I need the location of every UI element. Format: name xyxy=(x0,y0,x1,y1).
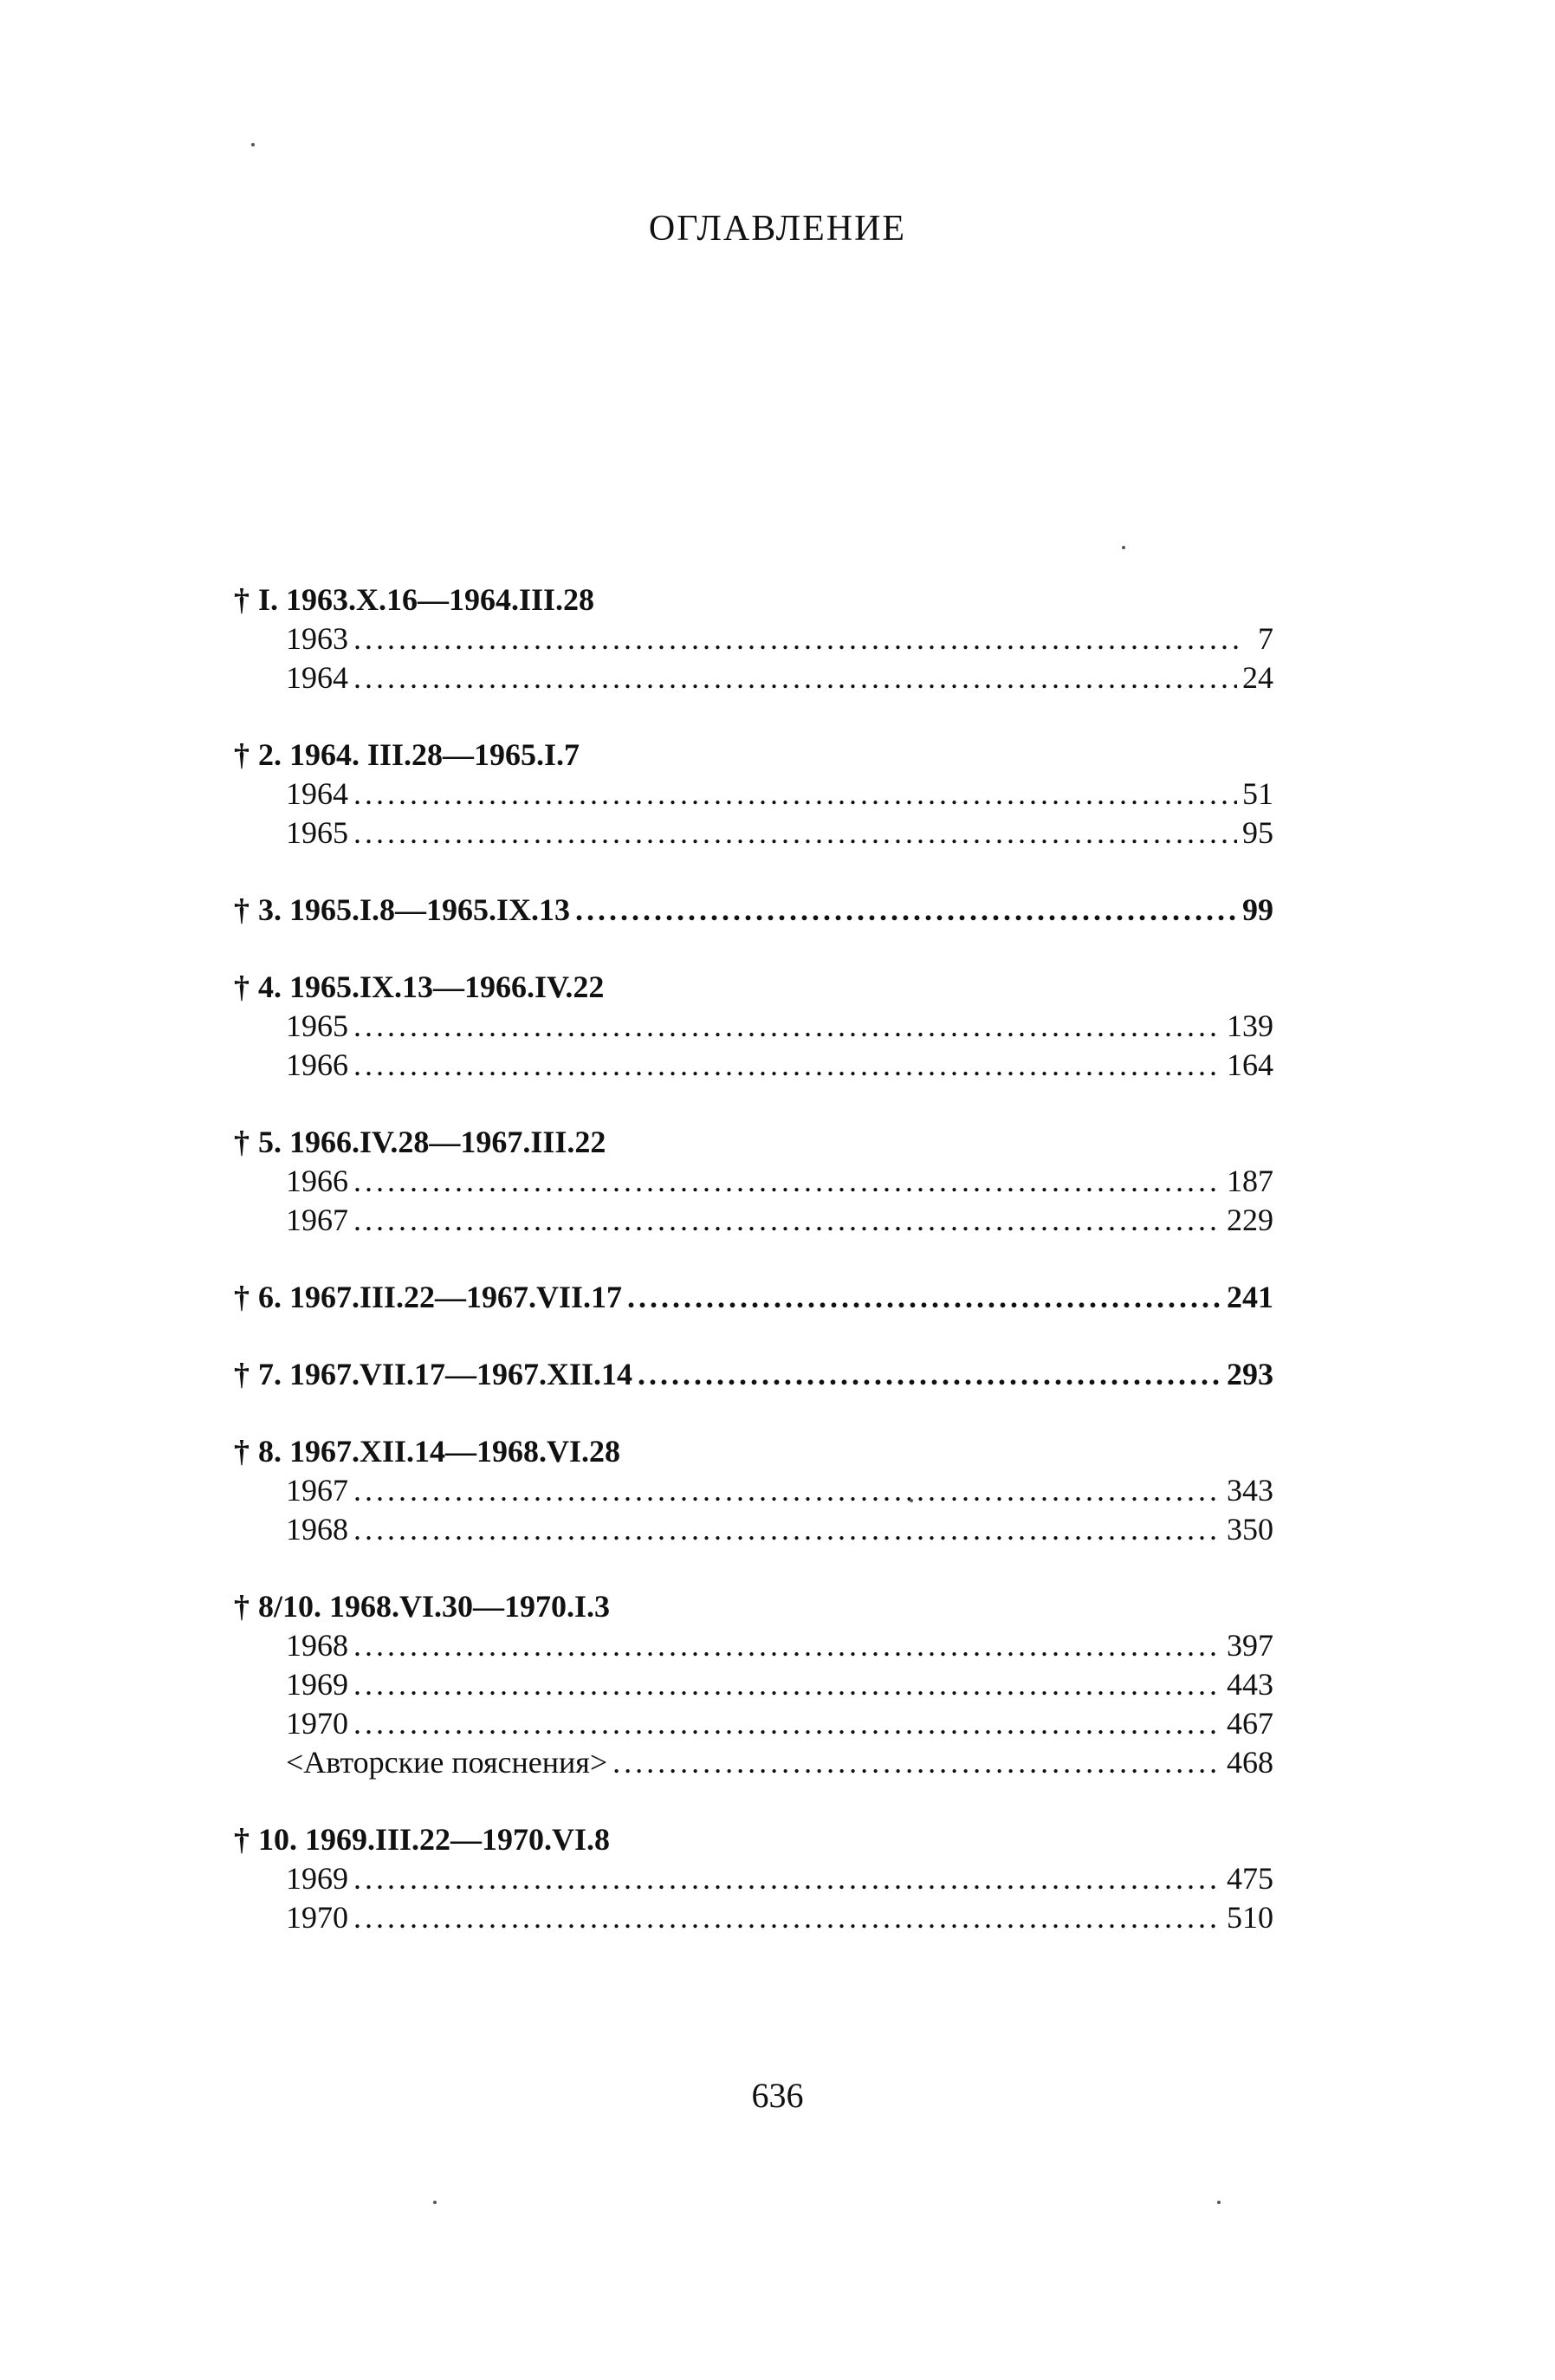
print-speck xyxy=(910,1499,913,1502)
toc-page-number: 475 xyxy=(1227,1861,1273,1896)
toc-heading-label: 5. 1966.IV.28—1967.III.22 xyxy=(258,1125,606,1159)
toc-section-heading xyxy=(234,1123,1273,1162)
toc-heading-label: 3. 1965.I.8—1965.IX.13 xyxy=(258,892,571,927)
toc-entry-label: <Авторские пояснения> xyxy=(286,1745,608,1780)
toc-entry-label: 1968 xyxy=(286,1628,348,1663)
dagger-icon: † xyxy=(234,1125,249,1159)
toc-page-number: 139 xyxy=(1227,1008,1273,1043)
toc-entry xyxy=(234,1704,1273,1743)
toc-entry xyxy=(234,1859,1273,1898)
table-of-contents xyxy=(234,580,1273,1975)
dot-leader xyxy=(353,1859,1221,1898)
toc-entry-label: 1964 xyxy=(286,660,348,695)
dagger-icon: † xyxy=(234,892,249,927)
toc-heading-label: 4. 1965.IX.13—1966.IV.22 xyxy=(258,970,605,1004)
dot-leader xyxy=(353,1626,1221,1665)
dagger-icon: † xyxy=(234,737,249,772)
print-speck xyxy=(1122,546,1125,549)
toc-section xyxy=(234,1123,1273,1240)
toc-heading-label: 8/10. 1968.VI.30—1970.I.3 xyxy=(258,1589,611,1624)
toc-section-heading xyxy=(234,1278,1273,1317)
toc-section xyxy=(234,1432,1273,1549)
toc-page-number: 229 xyxy=(1227,1203,1273,1237)
toc-entry-label: 1968 xyxy=(286,1512,348,1547)
toc-entry-label: 1965 xyxy=(286,815,348,850)
toc-section xyxy=(234,1820,1273,1937)
toc-entry-label: 1969 xyxy=(286,1861,348,1896)
toc-section-heading xyxy=(234,736,1273,775)
toc-entry xyxy=(234,1046,1273,1085)
toc-section-heading xyxy=(234,580,1273,619)
toc-section-heading xyxy=(234,1587,1273,1626)
toc-entry xyxy=(234,1626,1273,1665)
toc-entry-label: 1964 xyxy=(286,776,348,811)
dot-leader xyxy=(353,658,1237,697)
dot-leader xyxy=(353,1201,1221,1240)
dot-leader xyxy=(353,775,1237,814)
toc-section-heading xyxy=(234,968,1273,1007)
toc-section xyxy=(234,968,1273,1085)
toc-entry-label: 1963 xyxy=(286,621,348,656)
toc-entry xyxy=(234,1162,1273,1201)
toc-page-number: 397 xyxy=(1227,1628,1273,1663)
dot-leader xyxy=(353,1898,1221,1937)
dot-leader xyxy=(612,1743,1221,1782)
toc-section-heading xyxy=(234,1820,1273,1859)
dot-leader xyxy=(638,1355,1221,1394)
toc-entry xyxy=(234,1665,1273,1704)
toc-page-number: 51 xyxy=(1242,776,1273,811)
toc-entry xyxy=(234,1743,1273,1782)
dot-leader xyxy=(353,1510,1221,1549)
toc-section xyxy=(234,736,1273,853)
dagger-icon: † xyxy=(234,1357,249,1391)
print-speck xyxy=(1217,2201,1221,2204)
toc-section xyxy=(234,1355,1273,1394)
toc-page-number: 293 xyxy=(1227,1357,1273,1391)
toc-heading-label: 2. 1964. III.28—1965.I.7 xyxy=(258,737,580,772)
toc-page-number: 343 xyxy=(1227,1473,1273,1508)
toc-entry xyxy=(234,1510,1273,1549)
toc-entry-label: 1969 xyxy=(286,1667,348,1702)
dot-leader xyxy=(353,1471,1221,1510)
toc-page-number: 95 xyxy=(1242,815,1273,850)
dagger-icon: † xyxy=(234,1434,249,1469)
toc-page-number: 467 xyxy=(1227,1706,1273,1741)
toc-heading-label: 7. 1967.VII.17—1967.XII.14 xyxy=(258,1357,633,1391)
dagger-icon: † xyxy=(234,1280,249,1314)
dot-leader xyxy=(575,891,1237,930)
toc-section-heading xyxy=(234,1432,1273,1471)
toc-page-number: 350 xyxy=(1227,1512,1273,1547)
toc-section xyxy=(234,891,1273,930)
dot-leader xyxy=(353,1046,1221,1085)
toc-section-heading xyxy=(234,891,1273,930)
toc-heading-label: 10. 1969.III.22—1970.VI.8 xyxy=(258,1822,611,1857)
toc-entry xyxy=(234,658,1273,697)
toc-entry-label: 1966 xyxy=(286,1164,348,1198)
dagger-icon: † xyxy=(234,1589,249,1624)
toc-page-number: 510 xyxy=(1227,1900,1273,1935)
toc-section xyxy=(234,1278,1273,1317)
toc-page-number: 7 xyxy=(1258,621,1273,656)
print-speck xyxy=(251,143,255,146)
toc-entry-label: 1965 xyxy=(286,1008,348,1043)
dot-leader xyxy=(353,1162,1221,1201)
toc-page-number: 187 xyxy=(1227,1164,1273,1198)
dot-leader xyxy=(353,619,1242,658)
toc-entry-label: 1967 xyxy=(286,1473,348,1508)
toc-heading-label: 8. 1967.XII.14—1968.VI.28 xyxy=(258,1434,621,1469)
toc-entry xyxy=(234,775,1273,814)
toc-heading-label: I. 1963.X.16—1964.III.28 xyxy=(258,582,595,617)
toc-entry xyxy=(234,1007,1273,1046)
page-number: 636 xyxy=(751,2076,804,2115)
dot-leader xyxy=(627,1278,1221,1317)
dot-leader xyxy=(353,814,1237,853)
toc-page-number: 99 xyxy=(1242,892,1273,927)
toc-entry-label: 1970 xyxy=(286,1706,348,1741)
toc-entry xyxy=(234,619,1273,658)
toc-page-number: 241 xyxy=(1227,1280,1273,1314)
toc-entry-label: 1966 xyxy=(286,1047,348,1082)
toc-page-number: 24 xyxy=(1242,660,1273,695)
toc-entry xyxy=(234,1898,1273,1937)
toc-section-heading xyxy=(234,1355,1273,1394)
toc-entry xyxy=(234,1471,1273,1510)
toc-entry xyxy=(234,1201,1273,1240)
toc-section xyxy=(234,1587,1273,1782)
toc-page-number: 468 xyxy=(1227,1745,1273,1780)
dagger-icon: † xyxy=(234,582,249,617)
dot-leader xyxy=(353,1007,1221,1046)
page-title: ОГЛАВЛЕНИЕ xyxy=(648,209,907,249)
dot-leader xyxy=(353,1665,1221,1704)
print-speck xyxy=(433,2201,437,2204)
toc-page-number: 164 xyxy=(1227,1047,1273,1082)
toc-entry xyxy=(234,814,1273,853)
dagger-icon: † xyxy=(234,1822,249,1857)
toc-page-number: 443 xyxy=(1227,1667,1273,1702)
toc-heading-label: 6. 1967.III.22—1967.VII.17 xyxy=(258,1280,623,1314)
toc-entry-label: 1967 xyxy=(286,1203,348,1237)
toc-entry-label: 1970 xyxy=(286,1900,348,1935)
dagger-icon: † xyxy=(234,970,249,1004)
toc-section xyxy=(234,580,1273,697)
dot-leader xyxy=(353,1704,1221,1743)
